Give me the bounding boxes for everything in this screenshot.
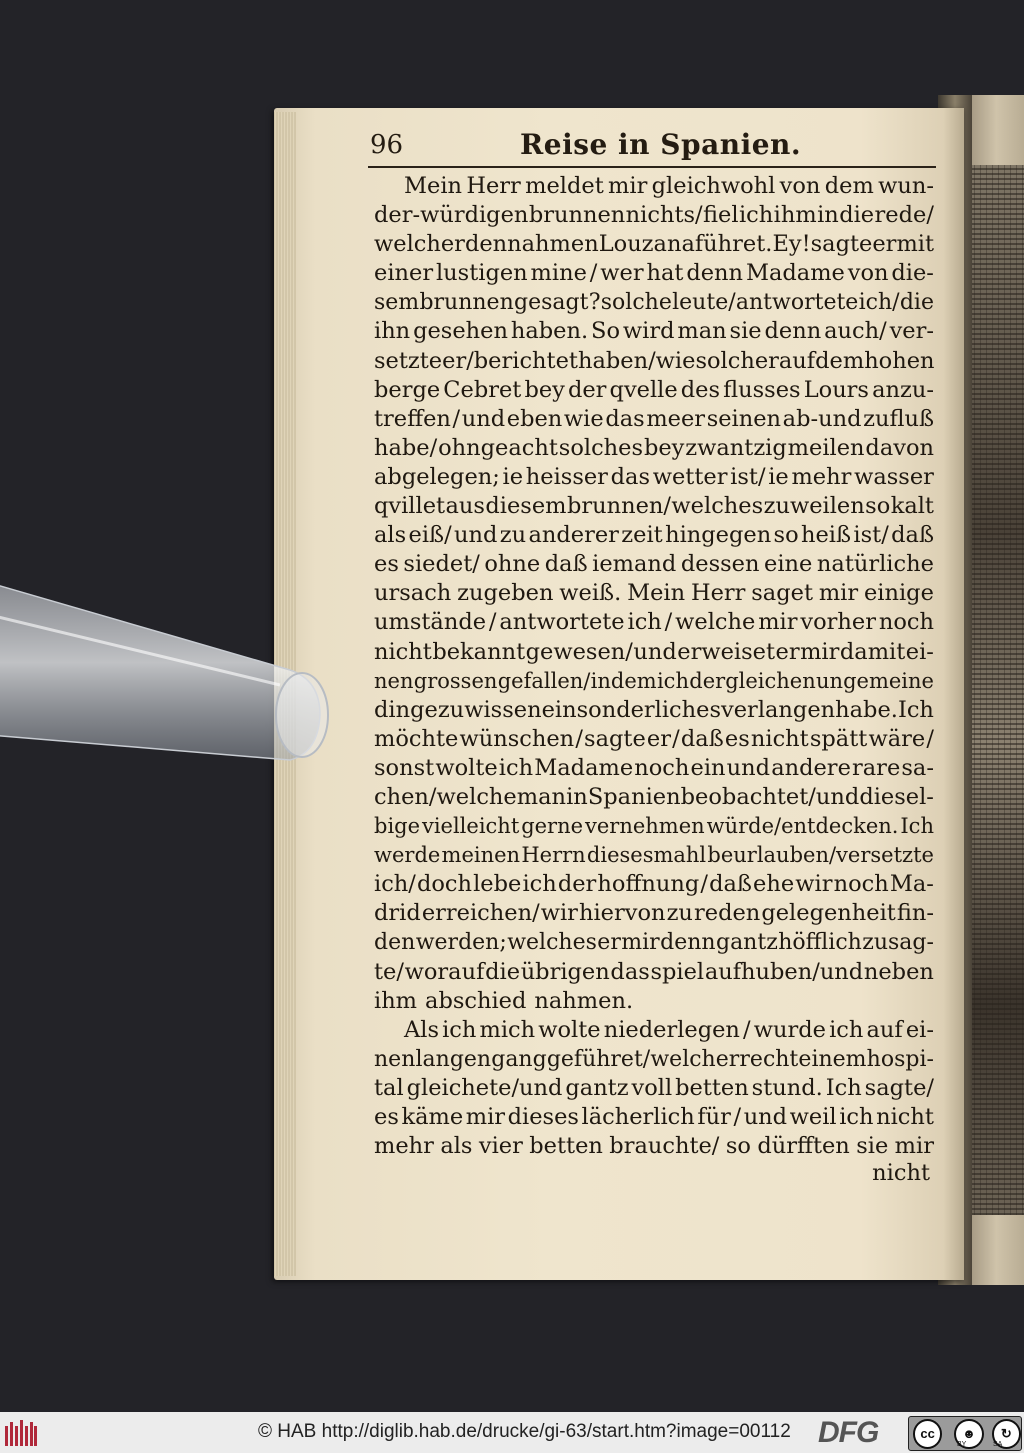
text-line: bige vielleicht gerne vernehmen würde/entdecken. Ich bbox=[374, 814, 934, 839]
text-line: tal gleichete/und gantz voll betten stund. Ich sagte/ bbox=[374, 1074, 934, 1101]
text-line: ich/ doch lebe ich der hoffnung / daß ehe wir noch Ma- bbox=[374, 871, 934, 898]
page-weight-glass bbox=[0, 575, 340, 775]
text-line: nicht bekannt gewesen/ und erweiset er mir damit ei- bbox=[374, 638, 934, 665]
cc-sa-label: SA bbox=[993, 1441, 1003, 1448]
text-line: ihm abschied nahmen. bbox=[374, 987, 634, 1014]
text-line: werde meinen Herrn diesesmahl beurlauben/versetzte bbox=[374, 843, 934, 868]
text-line: nen langen gang geführet/ welcher recht einem hospi- bbox=[374, 1046, 934, 1072]
cc-license-badge[interactable] bbox=[908, 1416, 1022, 1451]
text-line: als eiß/ und zu anderer zeit hingegen so heiß ist/ daß bbox=[374, 522, 934, 549]
text-line: Mein Herr meldet mir gleichwohl von dem wun- bbox=[404, 173, 934, 199]
text-line: qvillet aus diesem brunnen/ welches zuweilen so kalt bbox=[374, 493, 934, 520]
text-line: welcher den nahmen Louzana führet. Ey! sagte er mit bbox=[374, 231, 935, 258]
text-line: treffen / und eben wie das meer seinen ab-und zufluß bbox=[374, 405, 934, 432]
hab-logo-icon bbox=[4, 1418, 38, 1448]
page-header bbox=[368, 126, 936, 168]
text-line: dinge zu wissen ein sonderliches verlangen habe. Ich bbox=[374, 696, 934, 723]
copyright-link[interactable]: © HAB http://diglib.hab.de/drucke/gi-63/start.htm?image=00112 bbox=[258, 1421, 791, 1442]
text-line: möchte wünschen / sagte er / daß es nicht spätt wäre / bbox=[374, 725, 934, 752]
page-number: 96 bbox=[370, 130, 404, 160]
text-line: mehr als vier betten brauchte/ so dürfften sie mir bbox=[374, 1133, 934, 1160]
cc-by-label: BY bbox=[957, 1441, 967, 1448]
text-line: habe/ ohngeacht solches bey zwantzig meilen davon bbox=[374, 434, 934, 461]
text-line: abgelegen; ie heisser das wetter ist/ ie mehr wasser bbox=[374, 463, 934, 490]
text-line: chen/ welche man in Spanien beobachtet/ und diesel- bbox=[374, 783, 934, 810]
text-line: Als ich mich wolte niederlegen / wurde ich auf ei- bbox=[404, 1016, 934, 1043]
text-line: setzte er/ berichtet haben/ wie solcher auf dem hohen bbox=[374, 347, 935, 374]
text-line: ihn gesehen haben. So wird man sie denn auch/ ver- bbox=[374, 318, 934, 345]
text-line: berge Cebret bey der qvelle des flusses Lours anzu- bbox=[374, 376, 934, 403]
body-text bbox=[374, 172, 934, 1161]
text-line: es siedet/ ohne daß iemand dessen eine natürliche bbox=[374, 551, 934, 578]
text-line: sonst wolte ich Madame noch ein und andere rare sa- bbox=[374, 754, 934, 781]
text-line: den werden; welches er mir denn gantz höfflich zusag- bbox=[374, 930, 934, 956]
text-line: umstände / antwortete ich / welche mir vorher noch bbox=[374, 609, 934, 636]
share-alike-icon: ↻ bbox=[992, 1419, 1021, 1449]
text-line: es käme mir dieses lächerlich für / und weil ich nicht bbox=[374, 1104, 934, 1130]
text-line: einer lustigen mine / wer hat denn Madame von die- bbox=[374, 260, 934, 287]
text-line: drid erreichen/ wir hiervon zu reden gelegenheit fin- bbox=[374, 900, 934, 927]
text-line: ursach zugeben weiß. Mein Herr saget mir einige bbox=[374, 580, 934, 607]
attribution-icon: ☻ bbox=[954, 1419, 983, 1449]
dfg-logo: DFG bbox=[818, 1416, 879, 1449]
running-title: Reise in Spanien. bbox=[520, 128, 802, 161]
text-line: sem brunnen gesagt ? solche leute/ antwortete ich/ die bbox=[374, 290, 934, 316]
facing-page-engraving bbox=[968, 165, 1024, 1215]
footer-bar bbox=[0, 1412, 1024, 1453]
text-line: nen grossen gefallen/ indem ich dergleichen ungemeine bbox=[374, 668, 934, 693]
catchword: nicht bbox=[872, 1160, 930, 1186]
text-line: der-würdigen brunnen nichts/ fiel ich ihm in die rede/ bbox=[374, 202, 934, 229]
cc-icon: cc bbox=[913, 1419, 942, 1449]
text-line: te/ worauf die übrigen das spiel aufhuben/und neben bbox=[374, 958, 934, 985]
